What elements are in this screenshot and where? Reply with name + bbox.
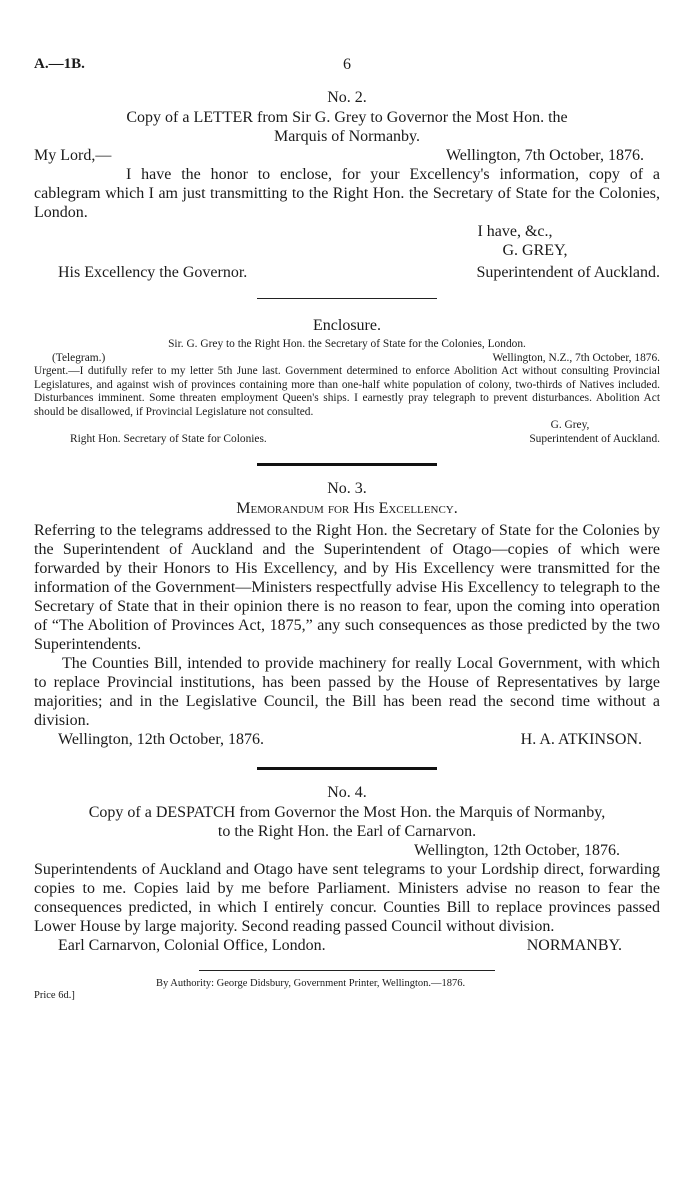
- no3-heading: No. 3.: [327, 480, 367, 497]
- no2-salutation-row: [34, 146, 660, 165]
- enclosure-footer-row: [34, 433, 660, 447]
- no3-signature: H. A. ATKINSON.: [520, 731, 642, 748]
- no2-closing: I have, &c.,: [477, 223, 553, 240]
- printer-imprint: By Authority: George Didsbury, Government Printer, Wellington.—1876.: [156, 978, 466, 989]
- divider-rule: [257, 767, 437, 770]
- no4-footer-row: [34, 936, 660, 955]
- no4-body: Superintendents of Auckland and Otago have sent telegrams to your Lordship direct, forwarding copies to me. Copies laid by me before Parliament. Ministers advise no reason to fear the consequences predicted, in which I entirely concur. Counties Bill to replace provinces passed Lower House by large majority. Second reading passed Council without division.: [34, 861, 660, 935]
- no2-title-line2: Marquis of Normanby.: [273, 128, 421, 145]
- no3-paragraph-1: Referring to the telegrams addressed to the Right Hon. the Secretary of State for the Colonies by the Superintendent of Auckland and the Superintendent of Otago—copies of which were forwarded by their Honors to His Excellency, and by His Excellency were transmitted for the information of the Government—Ministers respectfully advise His Excellency to telegraph to the Secretary of State that in their opinion there is no reason to fear, upon the coming into operation of “The Abolition of Provinces Act, 1875,” any such consequences as those predicted by the two Superintendents.: [34, 522, 660, 653]
- no2-body: I have the honor to enclose, for your Excellency's information, copy of a cablegram which I am just transmitting to the Right Hon. the Secretary of State for the Colonies, London.: [34, 166, 660, 221]
- no3-date: Wellington, 12th October, 1876.: [58, 731, 265, 748]
- paper-reference: A.—1B.: [34, 56, 85, 72]
- no4-signature: NORMANBY.: [526, 937, 622, 954]
- no3-paragraph-2: The Counties Bill, intended to provide machinery for really Local Government, with which to replace Provincial institutions, has been passed by the House of Representatives by large majorities; and in the Legislative Council, the Bill has been read the second time without a division.: [34, 655, 660, 729]
- enclosure-signature-row: [34, 419, 660, 433]
- no2-title-line1: Copy of a LETTER from Sir G. Grey to Governor the Most Hon. the: [126, 109, 568, 126]
- no4-title-line1: Copy of a DESPATCH from Governor the Most Hon. the Marquis of Normanby,: [88, 804, 606, 821]
- enclosure-tag-row: [34, 352, 660, 366]
- enclosure-tag: (Telegram.): [52, 351, 106, 364]
- divider-rule: [257, 463, 437, 466]
- enclosure-signature: G. Grey,: [550, 419, 590, 431]
- enclosure-dateline: Wellington, N.Z., 7th October, 1876.: [492, 351, 660, 364]
- enclosure-body: Urgent.—I dutifully refer to my letter 5th June last. Government determined to enforce Abolition Act without consulting Provincial Legislatures, and against wish of provinces containing more than one-half white population of colony, two-thirds of Natives included. Disturbances imminent. Some threaten employment Queen's ships. I earnestly pray telegraph to prevent disturbances. Abolition Act should be disallowed, if Provincial Legislature not consulted.: [34, 365, 660, 418]
- no4-addressee: Earl Carnarvon, Colonial Office, London.: [58, 937, 326, 954]
- footer-rule: [199, 970, 495, 971]
- enclosure-sig-title: Superintendent of Auckland.: [529, 432, 660, 445]
- price-note: Price 6d.]: [34, 990, 75, 1001]
- no4-dateline: Wellington, 12th October, 1876.: [413, 842, 620, 859]
- no2-sig-title: Superintendent of Auckland.: [476, 264, 660, 281]
- no2-signature: G. GREY,: [502, 242, 568, 259]
- page-footer: [34, 977, 660, 1007]
- divider-rule: [257, 298, 437, 299]
- no2-dateline: Wellington, 7th October, 1876.: [445, 147, 644, 164]
- no2-salutation: My Lord,—: [34, 147, 112, 164]
- enclosure-addressee: Right Hon. Secretary of State for Colonies.: [70, 432, 267, 445]
- no2-closing-block: [34, 222, 660, 260]
- page-number: 6: [343, 56, 351, 73]
- no4-heading: No. 4.: [327, 784, 367, 801]
- page-header: [34, 50, 660, 76]
- no2-heading: No. 2.: [327, 89, 367, 106]
- no3-title: Memorandum for His Excellency.: [236, 500, 458, 517]
- document-page: [34, 50, 660, 1007]
- no4-title-line2: to the Right Hon. the Earl of Carnarvon.: [217, 823, 477, 840]
- no4-dateline-row: [34, 841, 660, 860]
- no2-footer-row: [34, 263, 660, 282]
- no2-addressee: His Excellency the Governor.: [58, 264, 248, 281]
- enclosure-title: Sir. G. Grey to the Right Hon. the Secretary of State for the Colonies, London.: [168, 338, 526, 350]
- no3-footer-row: [34, 730, 660, 749]
- enclosure-heading: Enclosure.: [313, 317, 381, 334]
